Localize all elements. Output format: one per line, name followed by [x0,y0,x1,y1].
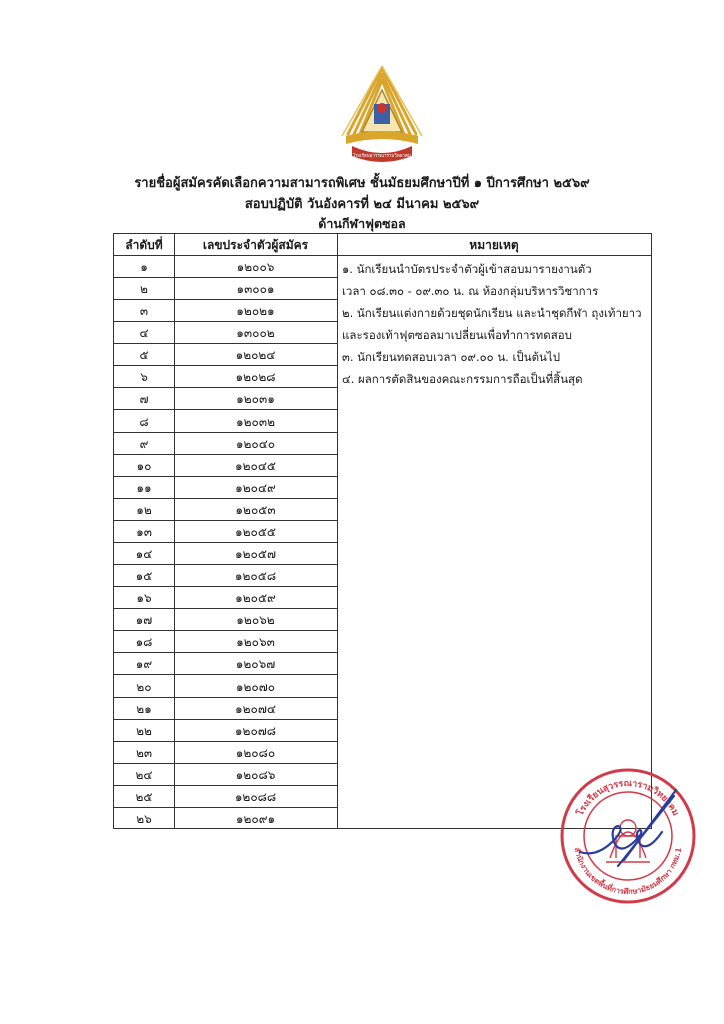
candidate-id: ๑๒๐๗๔ [235,701,276,716]
order-number: ๒๖ [136,812,152,826]
candidate-id: ๑๒๐๖๒ [236,613,275,628]
table-row [114,411,337,433]
table-row [114,256,337,278]
table-row [114,609,337,631]
header-remarks: หมายเหตุ [469,238,519,252]
sport-category: ด้านกีฬาฟุตซอล [318,216,406,231]
table-row [114,477,337,499]
order-number: ๘ [139,414,149,429]
candidate-id: ๑๒๐๖๓ [236,635,275,650]
candidate-id: ๑๒๐๘๐ [235,745,276,760]
svg-text:โรงเรียนสุวรรณารามวิทยาคม [573,779,680,818]
table-row [114,278,337,300]
table-row [114,587,337,609]
school-logo [334,64,430,170]
order-number: ๑ [140,260,148,274]
remark-line: ๓. นักเรียนทดสอบเวลา ๐๙.๐๐ น. เป็นต้นไป [342,350,560,364]
order-number: ๑๒ [136,502,152,517]
table-row [114,698,337,720]
remark-line: และรองเท้าฟุตซอลมาเปลี่ยนเพื่อทำการทดสอบ [342,328,572,342]
candidate-id: ๑๒๐๔๙ [235,480,276,495]
remark-line: ๔. ผลการตัดสินของคณะกรรมการถือเป็นที่สิ้นสุด [342,372,583,386]
remark-line: ๒. นักเรียนแต่งกายด้วยชุดนักเรียน และนำชุดกีฬา ถุงเท้ายาว [342,306,642,320]
table-row [114,764,337,786]
order-number: ๑๓ [136,524,152,539]
table-row [114,433,337,455]
table-row [114,300,337,322]
candidate-id: ๑๒๐๗๐ [235,679,276,694]
candidate-id: ๑๒๐๒๔ [235,348,276,363]
candidate-id: ๑๒๐๓๑ [236,392,275,407]
candidate-id: ๑๓๐๐๑ [236,282,275,297]
table-row [114,565,337,587]
seal-top-text: โรงเรียนสุวรรณารามวิทยาคม [575,778,681,818]
order-number: ๒๒ [136,723,152,738]
candidate-id: ๑๒๐๕๕ [234,524,276,539]
remarks-list [342,258,650,390]
table-row [114,344,337,366]
candidate-id: ๑๒๐๘๘ [234,789,277,804]
order-number: ๓ [139,304,149,319]
order-number: ๑๙ [135,657,153,672]
candidate-table [113,233,652,829]
table-row [114,388,337,410]
candidate-id: ๑๒๐๐๖ [236,260,275,274]
candidate-id: ๑๒๐๙๑ [235,812,276,826]
table-row [114,543,337,565]
remark-line: ๑. นักเรียนนำบัตรประจำตัวผู้เข้าสอบมารายงานตัว [342,262,592,276]
exam-date: สอบปฏิบัติ วันอังคารที่ ๒๔ มีนาคม ๒๕๖๙ [244,197,480,212]
table-row [114,521,337,543]
school-seal [558,766,698,906]
order-number: ๖ [140,370,148,385]
order-number: ๒๕ [135,789,153,804]
candidate-id: ๑๒๐๒๘ [235,370,276,385]
candidate-id: ๑๒๐๕๘ [234,569,277,584]
table-row [114,786,337,808]
order-number: ๔ [139,326,149,341]
candidate-id: ๑๒๐๘๖ [235,767,276,782]
candidate-id: ๑๓๐๐๒ [236,326,275,341]
order-number: ๒๓ [135,745,153,760]
table-row [114,742,337,764]
candidate-id: ๑๒๐๓๒ [236,414,275,429]
candidate-id: ๑๒๐๕๗ [235,547,276,562]
table-row [114,322,337,344]
candidate-id: ๑๒๐๗๘ [234,723,277,738]
order-number: ๑๘ [135,635,153,650]
document-title: รายชื่อผู้สมัครคัดเลือกความสามารถพิเศษ ชั้นมัธยมศึกษาปีที่ ๑ ปีการศึกษา ๒๕๖๙ [134,176,590,191]
table-row [114,366,337,388]
table-row [114,808,337,830]
table-row [114,455,337,477]
header-order-number: ลำดับที่ [125,238,163,252]
table-row [114,676,337,698]
order-number: ๗ [139,392,149,407]
order-number: ๒๐ [136,679,152,694]
table-row [114,499,337,521]
order-number: ๑๖ [136,591,152,606]
order-number: ๙ [139,436,149,451]
order-number: ๕ [139,348,149,363]
order-number: ๑๗ [135,613,153,628]
candidate-id: ๑๒๐๕๙ [235,591,276,606]
table-row [114,653,337,675]
seal-bottom-text: สำนักงานเขตพื้นที่การศึกษามัธยมศึกษา กทม.1 [572,846,684,897]
order-number: ๒ [140,282,148,297]
order-number: ๑๔ [135,547,153,562]
candidate-id: ๑๒๐๔๐ [235,436,276,451]
remark-line: เวลา ๐๘.๓๐ - ๐๙.๓๐ น. ณ ห้องกลุ่มบริหารวิชาการ [342,284,599,298]
header-candidate-id: เลขประจำตัวผู้สมัคร [202,238,309,252]
candidate-id: ๑๒๐๔๕ [234,458,276,473]
order-number: ๑๕ [135,569,153,584]
table-header [114,234,651,256]
candidate-id: ๑๒๐๖๗ [235,657,276,672]
candidate-id: ๑๒๐๒๑ [236,304,275,319]
order-number: ๒๔ [135,767,153,782]
logo-banner-text: โรงเรียนสุวรรณารามวิทยาคม [352,154,412,159]
candidate-id: ๑๒๐๕๓ [235,502,276,517]
table-row [114,720,337,742]
order-number: ๑๑ [136,480,152,495]
column-divider [337,234,338,828]
table-row [114,631,337,653]
order-number: ๒๑ [136,701,152,716]
order-number: ๑๐ [136,458,152,473]
